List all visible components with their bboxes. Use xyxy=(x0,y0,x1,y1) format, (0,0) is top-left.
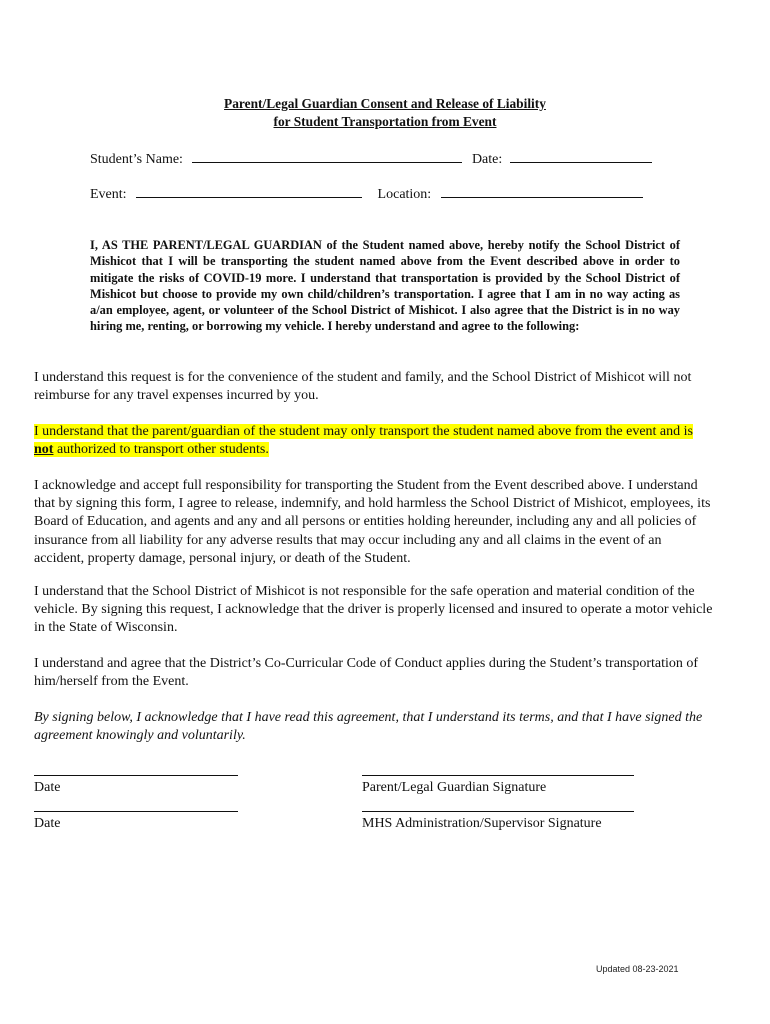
parent-signature-label: Parent/Legal Guardian Signature xyxy=(362,780,547,795)
date-signature-label-2: Date xyxy=(34,816,61,831)
updated-date: Updated 08-23-2021 xyxy=(596,964,679,974)
paragraph-responsibility: I acknowledge and accept full responsibility for transporting the Student from the Event described above. I understand that by signing this form, I agree to release, indemnify, and hold harmless the School District of Mishicot, employees, its Board of Education, and agents and any and all persons or entities holding hereunder, including any and all policies of insurance from all liability for any adverse results that may occur including any and all claims in the event of an accident, property damage, personal injury, or death of the Student. xyxy=(34,478,711,566)
admin-signature-label: MHS Administration/Supervisor Signature xyxy=(362,816,602,831)
event-row xyxy=(90,183,643,204)
date-signature-label-1: Date xyxy=(34,780,61,795)
paragraph-acknowledgement: By signing below, I acknowledge that I have read this agreement, that I understand its terms, and that I have signed the agreement knowingly and voluntarily. xyxy=(34,710,703,744)
admin-signature-line[interactable] xyxy=(362,811,634,812)
date-label: Date: xyxy=(471,152,503,167)
location-field[interactable] xyxy=(441,183,643,198)
highlighted-restriction xyxy=(34,424,693,457)
event-field[interactable] xyxy=(136,183,362,198)
form-title-line2: for Student Transportation from Event xyxy=(273,114,497,129)
parent-signature-line[interactable] xyxy=(362,775,634,776)
restriction-emphasis: not xyxy=(34,442,54,458)
paragraph-code-of-conduct: I understand and agree that the District’s Co-Curricular Code of Conduct applies during the Student’s transportation of him/herself from the Event. xyxy=(34,656,699,690)
date-field[interactable] xyxy=(510,148,652,163)
restriction-text-after: authorized to transport other students. xyxy=(53,442,269,458)
intro-statement: I, AS THE PARENT/LEGAL GUARDIAN of the Student named above, hereby notify the School District of Mishicot that I will be transporting the student named above from the Event described above in order to mitigate the risks of COVID-19 more. I understand that transportation is provided by the School District of Mishicot but choose to provide my own child/children’s transportation. I agree that I am in no way acting as a/an employee, agent, or volunteer of the School District of Mishicot. I also agree that the District is in no way hiring me, renting, or borrowing my vehicle. I hereby understand and agree to the following: xyxy=(90,238,680,334)
location-label: Location: xyxy=(377,187,432,202)
date-signature-line-1[interactable] xyxy=(34,775,238,776)
restriction-text-before: I understand that the parent/guardian of the student may only transport the student named above from the event and is xyxy=(34,424,693,439)
student-name-field[interactable] xyxy=(192,148,462,163)
student-name-row xyxy=(90,148,652,169)
event-label: Event: xyxy=(90,187,127,202)
paragraph-transport-restriction xyxy=(34,423,714,459)
form-title-line1: Parent/Legal Guardian Consent and Release of Liability xyxy=(224,96,546,111)
paragraph-vehicle: I understand that the School District of Mishicot is not responsible for the safe operation and material condition of the vehicle. By signing this request, I acknowledge that the driver is properly licensed and insured to operate a motor vehicle in the State of Wisconsin. xyxy=(34,584,713,636)
student-name-label: Student’s Name: xyxy=(90,152,183,167)
paragraph-reimbursement: I understand this request is for the convenience of the student and family, and the School District of Mishicot will not reimburse for any travel expenses incurred by you. xyxy=(34,370,692,404)
date-signature-line-2[interactable] xyxy=(34,811,238,812)
